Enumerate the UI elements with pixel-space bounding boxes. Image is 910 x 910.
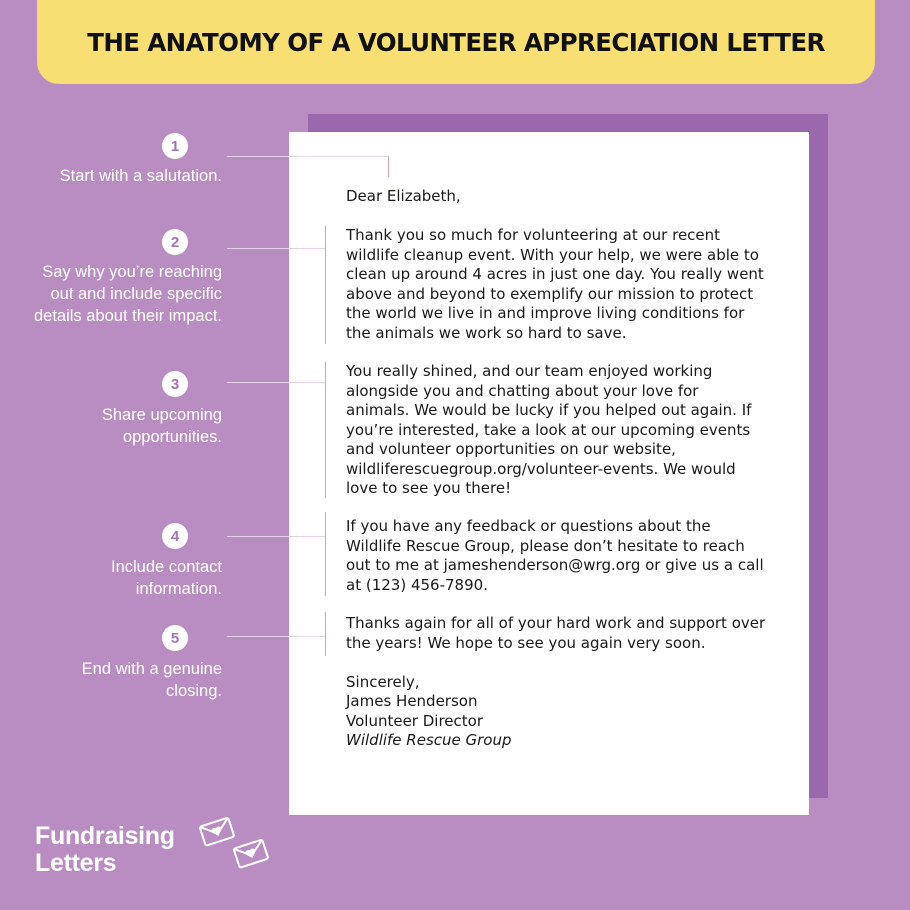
letter-paragraph-opportunities: You really shined, and our team enjoyed working alongside you and chatting about your love for animals. We would be lucky if you helped out again. If you’re interested, take a look at our upcoming events and volunteer opportunities on our website, wildliferescuegroup.org/volunteer-events. We would love to see you there!: [346, 362, 752, 497]
letter-paragraph-impact: Thank you so much for volunteering at our recent wildlife cleanup event. With your help, we were able to clean up around 4 acres in just one day. You really went above and beyond to exemplify our mission to protect the world we live in and improve living conditions for the animals we work so hard to save.: [346, 226, 764, 342]
envelope-hearts-icon: [198, 816, 270, 872]
step-4-number: 4: [162, 523, 188, 549]
step-5-label: End with a genuine closing.: [81, 660, 222, 700]
step-5-bracket: [325, 612, 326, 656]
step-1-bracket: [388, 156, 389, 177]
step-2-bracket: [325, 226, 326, 344]
step-3-connector: [227, 382, 325, 383]
step-3-bracket: [325, 362, 326, 498]
step-2-number: 2: [162, 229, 188, 255]
step-4-bracket: [325, 512, 326, 596]
step-1-connector: [227, 156, 389, 157]
step-3-label: Share upcoming opportunities.: [101, 406, 222, 446]
title-banner: [37, 0, 875, 84]
page-title: THE ANATOMY OF A VOLUNTEER APPRECIATION LETTER: [87, 27, 825, 57]
step-2-label: Say why you’re reaching out and include specific details about their impact.: [33, 263, 222, 325]
step-3-number: 3: [162, 371, 188, 397]
letter-paragraph-thanks: Thanks again for all of your hard work and support over the years! We hope to see you again very soon.: [346, 614, 766, 652]
brand-logo: [35, 823, 175, 877]
step-1-number: 1: [162, 133, 188, 159]
letter-signoff: Sincerely,: [346, 673, 420, 691]
step-2-connector: [227, 248, 325, 249]
letter-signer-org: Wildlife Rescue Group: [346, 731, 512, 749]
letter-greeting: Dear Elizabeth,: [346, 187, 461, 205]
logo-line-2: Letters: [35, 849, 117, 877]
step-5-number: 5: [162, 625, 188, 651]
logo-line-1: Fundraising: [35, 822, 175, 850]
step-4-connector: [227, 536, 325, 537]
letter-paragraph-contact: If you have any feedback or questions about the Wildlife Rescue Group, please don’t hesitate to reach out to me at jameshenderson@wrg.org or give us a call at (123) 456-7890.: [346, 517, 764, 594]
step-1-label: Start with a salutation.: [59, 167, 222, 185]
letter-signer-role: Volunteer Director: [346, 712, 483, 730]
step-4-label: Include contact information.: [111, 558, 222, 598]
letter-signer-name: James Henderson: [346, 692, 478, 710]
step-5-connector: [227, 636, 325, 637]
